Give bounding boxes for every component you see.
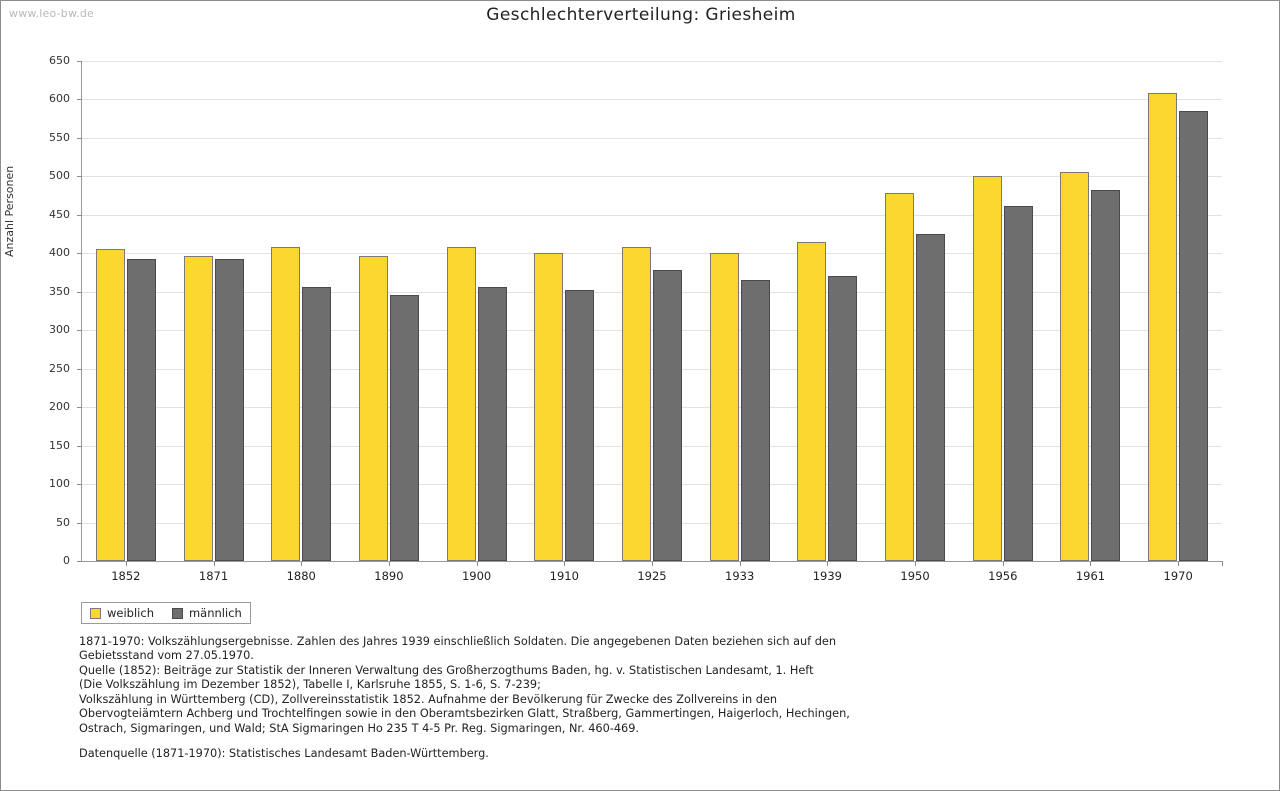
x-tick-label: 1939 xyxy=(812,569,843,583)
bar-weiblich-1880 xyxy=(271,247,300,561)
bar-weiblich-1890 xyxy=(359,256,388,561)
y-tick-label: 350 xyxy=(49,284,70,298)
x-tick-mark xyxy=(126,561,127,566)
bar-männlich-1925 xyxy=(653,270,682,561)
x-tick-label: 1852 xyxy=(111,569,141,583)
y-tick-label: 650 xyxy=(49,54,70,67)
bar-männlich-1880 xyxy=(302,287,331,561)
x-tick-mark xyxy=(915,561,916,566)
footnote-line-2: Gebietsstand vom 27.05.1970. xyxy=(79,649,254,663)
x-tick-mark xyxy=(301,561,302,566)
bar-group xyxy=(608,61,696,561)
x-tick-mark xyxy=(1003,561,1004,566)
bar-weiblich-1910 xyxy=(534,253,563,561)
legend-label-male: männlich xyxy=(188,606,242,620)
x-tick-label: 1880 xyxy=(286,569,316,583)
y-tick-label: 100 xyxy=(49,477,70,491)
x-tick-label: 1925 xyxy=(637,569,667,583)
bar-weiblich-1939 xyxy=(797,242,826,561)
bar-männlich-1890 xyxy=(390,295,419,561)
x-tick-label: 1890 xyxy=(374,569,404,583)
x-tick-mark xyxy=(564,561,565,566)
watermark: www.leo-bw.de xyxy=(9,7,95,20)
bar-weiblich-1852 xyxy=(96,249,125,561)
x-tick-label: 1970 xyxy=(1163,569,1193,583)
bar-group xyxy=(1047,61,1135,561)
y-tick-label: 0 xyxy=(63,554,70,567)
bar-group xyxy=(871,61,959,561)
footnote-line-7: Ostrach, Sigmaringen, und Wald; StA Sigmaringen Ho 235 T 4-5 Pr. Reg. Sigmaringen, Nr. 460-469. xyxy=(79,721,640,735)
x-tick-label: 1961 xyxy=(1075,569,1106,583)
y-tick-label: 550 xyxy=(49,130,70,144)
x-tick-mark xyxy=(1090,561,1091,566)
bar-group xyxy=(520,61,608,561)
footnote-line-4: (Die Volkszählung im Dezember 1852), Tabelle I, Karlsruhe 1855, S. 1-6, S. 7-239; xyxy=(79,678,541,692)
bar-group xyxy=(257,61,345,561)
legend xyxy=(81,602,251,624)
x-tick-label: 1910 xyxy=(549,569,579,583)
x-tick-mark xyxy=(477,561,478,566)
bar-weiblich-1933 xyxy=(710,253,739,561)
x-tick-mark xyxy=(214,561,215,566)
y-tick-mark xyxy=(77,561,82,562)
legend-swatch-female xyxy=(90,608,101,619)
y-tick-label: 500 xyxy=(49,169,70,183)
bar-group xyxy=(784,61,872,561)
bar-männlich-1852 xyxy=(127,259,156,561)
bar-weiblich-1950 xyxy=(885,193,914,561)
footnote-line-8: Datenquelle (1871-1970): Statistisches Landesamt Baden-Württemberg. xyxy=(79,747,489,761)
bar-männlich-1910 xyxy=(565,290,594,561)
bar-weiblich-1925 xyxy=(622,247,651,561)
bar-weiblich-1970 xyxy=(1148,93,1177,561)
bar-männlich-1956 xyxy=(1004,206,1033,561)
footnote-line-3: Quelle (1852): Beiträge zur Statistik der Inneren Verwaltung des Großherzogthums Baden, hg. v. Statistischen Landesamt, 1. Heft xyxy=(79,663,814,677)
legend-item-female xyxy=(90,606,154,620)
page-title: Geschlechterverteilung: Griesheim xyxy=(486,5,796,25)
bar-männlich-1950 xyxy=(916,234,945,561)
x-axis-end-mark xyxy=(1222,561,1223,566)
x-tick-label: 1871 xyxy=(198,569,229,583)
x-tick-label: 1933 xyxy=(725,569,755,583)
bar-group xyxy=(433,61,521,561)
bar-weiblich-1961 xyxy=(1060,172,1089,561)
x-tick-mark xyxy=(827,561,828,566)
bar-weiblich-1871 xyxy=(184,256,213,561)
bar-group xyxy=(1134,61,1222,561)
bar-männlich-1900 xyxy=(478,287,507,561)
footnote-line-1: 1871-1970: Volkszählungsergebnisse. Zahlen des Jahres 1939 einschließlich Soldaten. Die angegebenen Daten beziehen sich auf den xyxy=(79,635,837,648)
x-tick-label: 1956 xyxy=(988,569,1018,583)
y-tick-label: 150 xyxy=(49,438,70,452)
bar-männlich-1933 xyxy=(741,280,770,561)
footnotes xyxy=(79,635,1209,762)
bar-weiblich-1956 xyxy=(973,176,1002,561)
bar-group xyxy=(696,61,784,561)
x-tick-mark xyxy=(652,561,653,566)
y-tick-label: 450 xyxy=(49,207,70,221)
bar-männlich-1961 xyxy=(1091,190,1120,561)
x-tick-label: 1900 xyxy=(461,569,492,583)
x-tick-mark xyxy=(389,561,390,566)
x-tick-mark xyxy=(740,561,741,566)
bar-weiblich-1900 xyxy=(447,247,476,561)
footnote-line-6: Obervogteiämtern Achberg und Trochtelfingen sowie in den Oberamtsbezirken Glatt, Straßberg, Gammertingen, Haigerloch, Hechingen, xyxy=(79,707,850,721)
bar-group xyxy=(170,61,258,561)
x-tick-mark xyxy=(1178,561,1179,566)
bar-group xyxy=(345,61,433,561)
bar-group xyxy=(82,61,170,561)
y-tick-label: 250 xyxy=(49,361,70,375)
bar-männlich-1970 xyxy=(1179,111,1208,561)
y-tick-label: 300 xyxy=(49,323,70,337)
y-tick-label: 400 xyxy=(49,246,70,260)
bar-männlich-1939 xyxy=(828,276,857,561)
y-tick-label: 600 xyxy=(49,92,70,106)
legend-item-male xyxy=(172,606,242,620)
plot-area xyxy=(49,54,1222,583)
bar-group xyxy=(959,61,1047,561)
bar-männlich-1871 xyxy=(215,259,244,561)
legend-label-female: weiblich xyxy=(107,606,154,620)
x-tick-label: 1950 xyxy=(900,569,930,583)
footnote-line-5: Volkszählung in Württemberg (CD), Zollvereinsstatistik 1852. Aufnahme der Bevölkerung für Zwecke des Zollvereins in den xyxy=(79,692,778,706)
y-tick-label: 50 xyxy=(56,515,70,529)
legend-swatch-male xyxy=(172,608,183,619)
y-axis-label: Anzahl Personen xyxy=(3,165,16,257)
y-tick-label: 200 xyxy=(49,400,70,414)
